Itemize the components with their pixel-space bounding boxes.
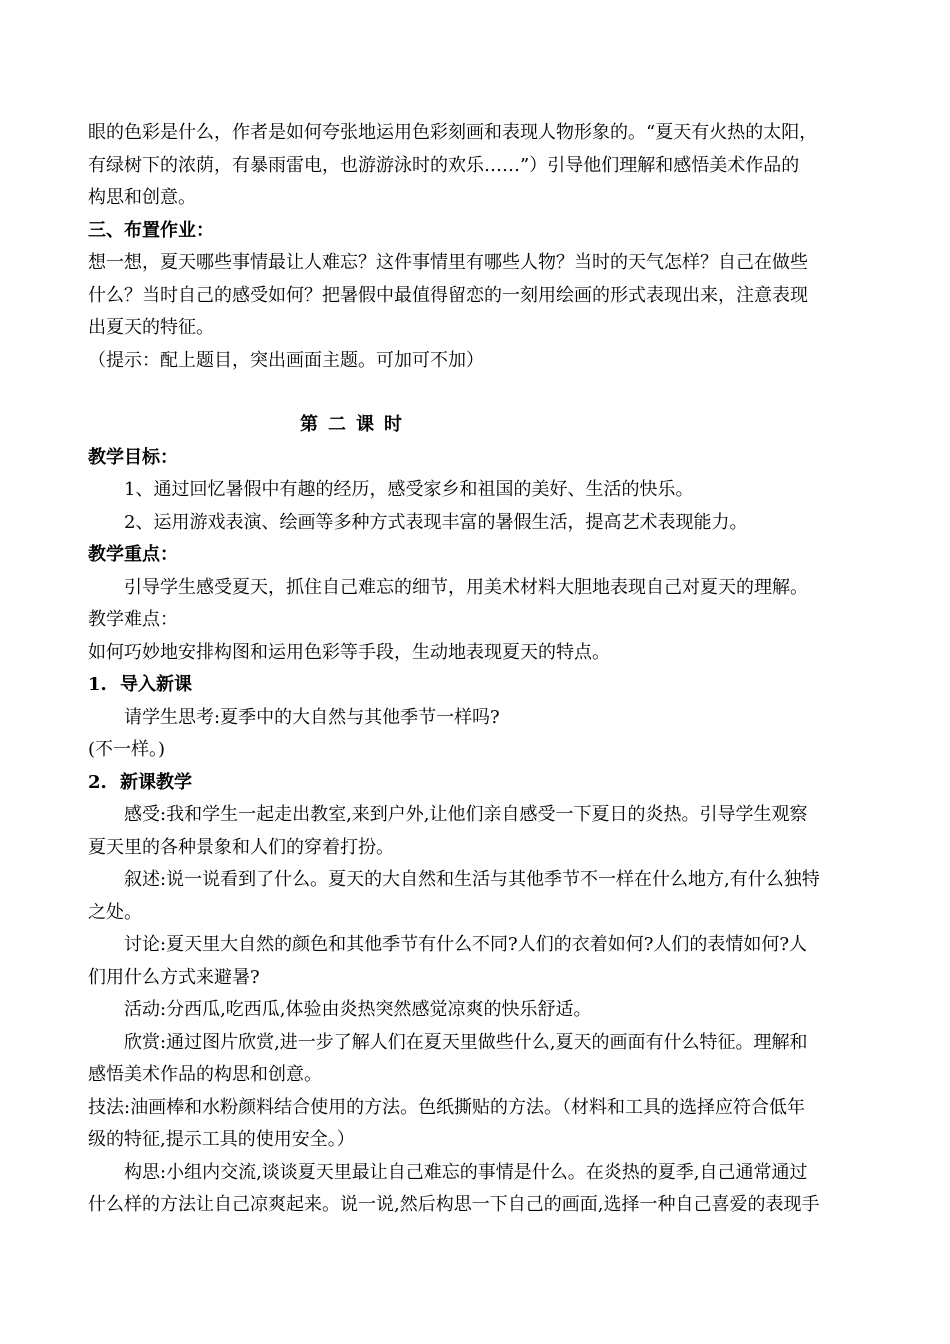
homework-line: 出夏天的特征。	[88, 317, 214, 338]
homework-line: 想一想，夏天哪些事情最让人难忘？这件事情里有哪些人物？当时的天气怎样？自己在做些	[88, 252, 808, 273]
key-point-text: 引导学生感受夏天，抓住自己难忘的细节，用美术材料大胆地表现自己对夏天的理解。	[124, 576, 808, 598]
step-number: 1.	[88, 674, 107, 695]
section-heading-homework: 三、布置作业：	[88, 219, 214, 241]
goals-heading: 教学目标：	[88, 446, 178, 468]
spacer	[88, 377, 868, 409]
discuss-line: 们用什么方式来避暑?	[88, 966, 260, 988]
activity-line: 活动:分西瓜,吃西瓜,体验由炎热突然感觉凉爽的快乐舒适。	[124, 999, 592, 1020]
goal-item: 1、通过回忆暑假中有趣的经历，感受家乡和祖国的美好、生活的快乐。	[124, 479, 694, 500]
appreciate-line: 感悟美术作品的构思和创意。	[88, 1064, 322, 1085]
step-heading-intro	[88, 669, 868, 702]
hint-text: （提示：配上题目，突出画面主题。可加可不加）	[88, 349, 484, 371]
step-heading-teaching	[88, 767, 868, 800]
difficulty-text: 如何巧妙地安排构图和运用色彩等手段，生动地表现夏天的特点。	[88, 641, 610, 663]
homework-line: 什么？当时自己的感受如何？把暑假中最值得留恋的一刻用绘画的形式表现出来，注意表现	[88, 284, 808, 306]
appreciate-line: 欣赏:通过图片欣赏,进一步了解人们在夏天里做些什么,夏天的画面有什么特征。理解和	[124, 1031, 808, 1053]
technique-line: 技法:油画棒和水粉颜料结合使用的方法。色纸撕贴的方法。（材料和工具的选择应符合低年	[88, 1096, 806, 1118]
intro-answer: (不一样。)	[88, 739, 166, 760]
intro-question: 请学生思考:夏季中的大自然与其他季节一样吗?	[124, 706, 500, 728]
paragraph-line: 有绿树下的浓荫，有暴雨雷电，也游游泳时的欢乐……”）引导他们理解和感悟美术作品的	[88, 154, 800, 176]
goal-item: 2、运用游戏表演、绘画等多种方式表现丰富的暑假生活，提高艺术表现能力。	[124, 511, 748, 533]
step-number: 2.	[88, 771, 107, 793]
lesson-title: 第二课时	[300, 414, 412, 435]
concept-line: 构思:小组内交流,谈谈夏天里最让自己难忘的事情是什么。在炎热的夏季,自己通常通过	[124, 1161, 808, 1183]
narrate-line: 之处。	[88, 901, 142, 923]
feel-line: 感受:我和学生一起走出教室,来到户外,让他们亲自感受一下夏日的炎热。引导学生观察	[124, 804, 808, 825]
paragraph-line: 眼的色彩是什么，作者是如何夸张地运用色彩刻画和表现人物形象的。“夏天有火热的太阳，	[88, 122, 818, 143]
discuss-line: 讨论:夏天里大自然的颜色和其他季节有什么不同?人们的衣着如何?人们的表情如何?人	[124, 934, 808, 955]
paragraph-line: 构思和创意。	[88, 187, 196, 208]
difficulty-heading: 教学难点：	[88, 609, 178, 630]
step-title: 新课教学	[120, 771, 192, 793]
narrate-line: 叙述:说一说看到了什么。夏天的大自然和生活与其他季节不一样在什么地方,有什么独特	[124, 869, 820, 890]
concept-line: 什么样的方法让自己凉爽起来。说一说,然后构思一下自己的画面,选择一种自己喜爱的表现手	[88, 1194, 820, 1215]
document-page	[88, 117, 868, 1222]
feel-line: 夏天里的各种景象和人们的穿着打扮。	[88, 836, 394, 858]
step-title: 导入新课	[120, 674, 192, 695]
key-point-heading: 教学重点：	[88, 544, 178, 565]
technique-line: 级的特征,提示工具的使用安全。）	[88, 1129, 355, 1150]
